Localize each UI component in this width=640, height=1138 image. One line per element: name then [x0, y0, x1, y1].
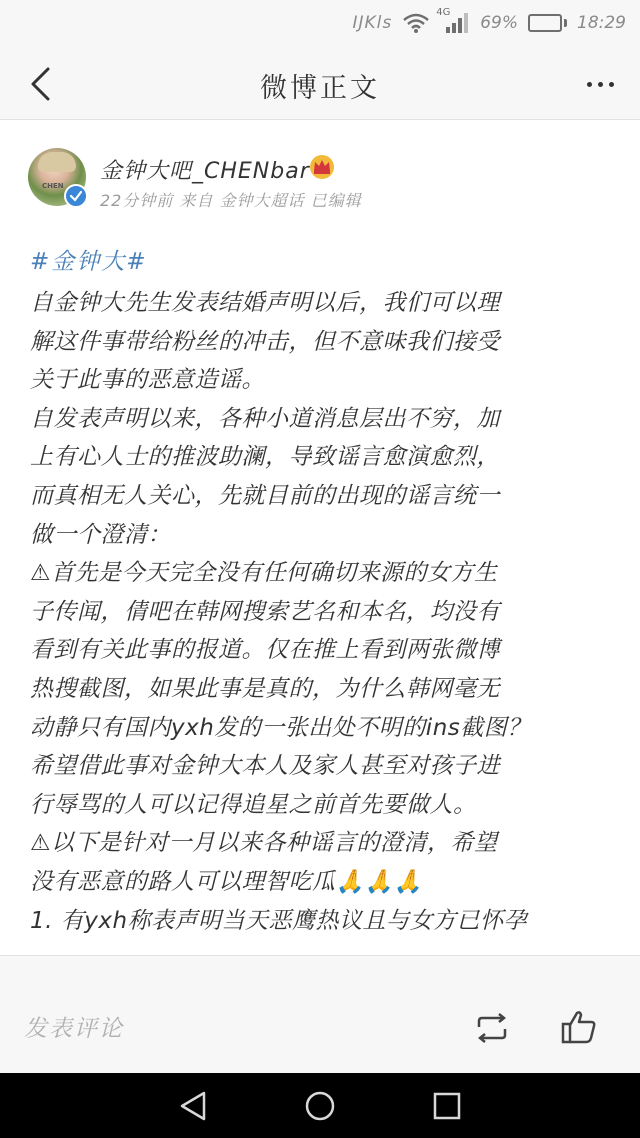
post-text-line: 子传闻，倩吧在韩网搜索艺名和本名，均没有 — [30, 598, 500, 625]
triangle-back-icon — [178, 1090, 208, 1122]
post-text-line: 动静只有国内yxh发的一张出处不明的ins截图？ — [30, 714, 531, 741]
post-text — [30, 284, 615, 940]
post-text-line: ⚠以下是针对一月以来各种谣言的澄清，希望 — [30, 830, 498, 857]
post-text-line: 没有恶意的路人可以理智吃瓜🙏🙏🙏 — [30, 868, 423, 895]
battery-icon — [528, 14, 567, 32]
system-recents-button[interactable] — [425, 1084, 469, 1128]
crown-badge-icon[interactable] — [306, 152, 338, 180]
post-text-line: 解这件事带给粉丝的冲击，但不意味我们接受 — [30, 328, 500, 355]
more-button[interactable] — [578, 64, 622, 104]
repost-button[interactable] — [470, 1006, 514, 1050]
post-text-line: ⚠首先是今天完全没有任何确切来源的女方生 — [30, 560, 498, 587]
page-title: 微博正文 — [260, 73, 380, 104]
author-name[interactable]: 金钟大吧_CHENbar — [100, 159, 310, 184]
circle-home-icon — [304, 1090, 336, 1122]
battery-percent: 69% — [480, 13, 518, 33]
network-label: 4G — [436, 7, 451, 18]
carrier-label: IJKls — [352, 13, 393, 33]
status-bar — [0, 0, 640, 46]
system-back-button[interactable] — [171, 1084, 215, 1128]
comment-input[interactable]: 发表评论 — [24, 1016, 124, 1042]
wifi-icon — [402, 12, 430, 34]
post-text-line: 上有心人士的推波助澜，导致谣言愈演愈烈， — [30, 444, 500, 471]
verified-badge-icon — [64, 184, 88, 208]
post-text-line: 而真相无人关心，先就目前的出现的谣言统一 — [30, 482, 500, 509]
post-text-line: 做一个澄清： — [30, 521, 171, 548]
post-text-line: 希望借此事对金钟大本人及家人甚至对孩子进 — [30, 753, 500, 780]
repost-icon — [475, 1013, 509, 1043]
post-text-line: 自金钟大先生发表结婚声明以后，我们可以理 — [30, 290, 500, 316]
like-button[interactable] — [556, 1004, 602, 1050]
post-text-line: 自发表声明以来，各种小道消息层出不穷，加 — [30, 405, 500, 432]
system-home-button[interactable] — [298, 1084, 342, 1128]
post-text-line: 行辱骂的人可以记得追星之前首先要做人。 — [30, 791, 477, 818]
signal-icon — [436, 7, 470, 35]
system-nav-bar — [0, 1073, 640, 1138]
post-text-line: 1. 有yxh称表声明当天恶鹰热议且与女方已怀孕 — [30, 907, 528, 934]
author-header — [0, 120, 640, 220]
thumbs-up-icon — [561, 1010, 597, 1044]
hashtag-link[interactable]: #金钟大# — [30, 249, 148, 275]
avatar-tag: CHEN — [42, 182, 64, 190]
nav-bar — [0, 46, 640, 120]
post-content — [30, 240, 615, 955]
post-text-line: 看到有关此事的报道。仅在推上看到两张微博 — [30, 637, 500, 664]
square-recents-icon — [432, 1091, 462, 1121]
post-text-line: 热搜截图，如果此事是真的，为什么韩网毫无 — [30, 675, 500, 702]
more-dots-icon — [587, 82, 592, 87]
post-meta: 22分钟前 来自 金钟大超话 已编辑 — [100, 191, 362, 210]
clock: 18:29 — [577, 13, 626, 33]
post-text-line: 关于此事的恶意造谣。 — [30, 367, 265, 394]
bottom-action-bar — [0, 955, 640, 1073]
